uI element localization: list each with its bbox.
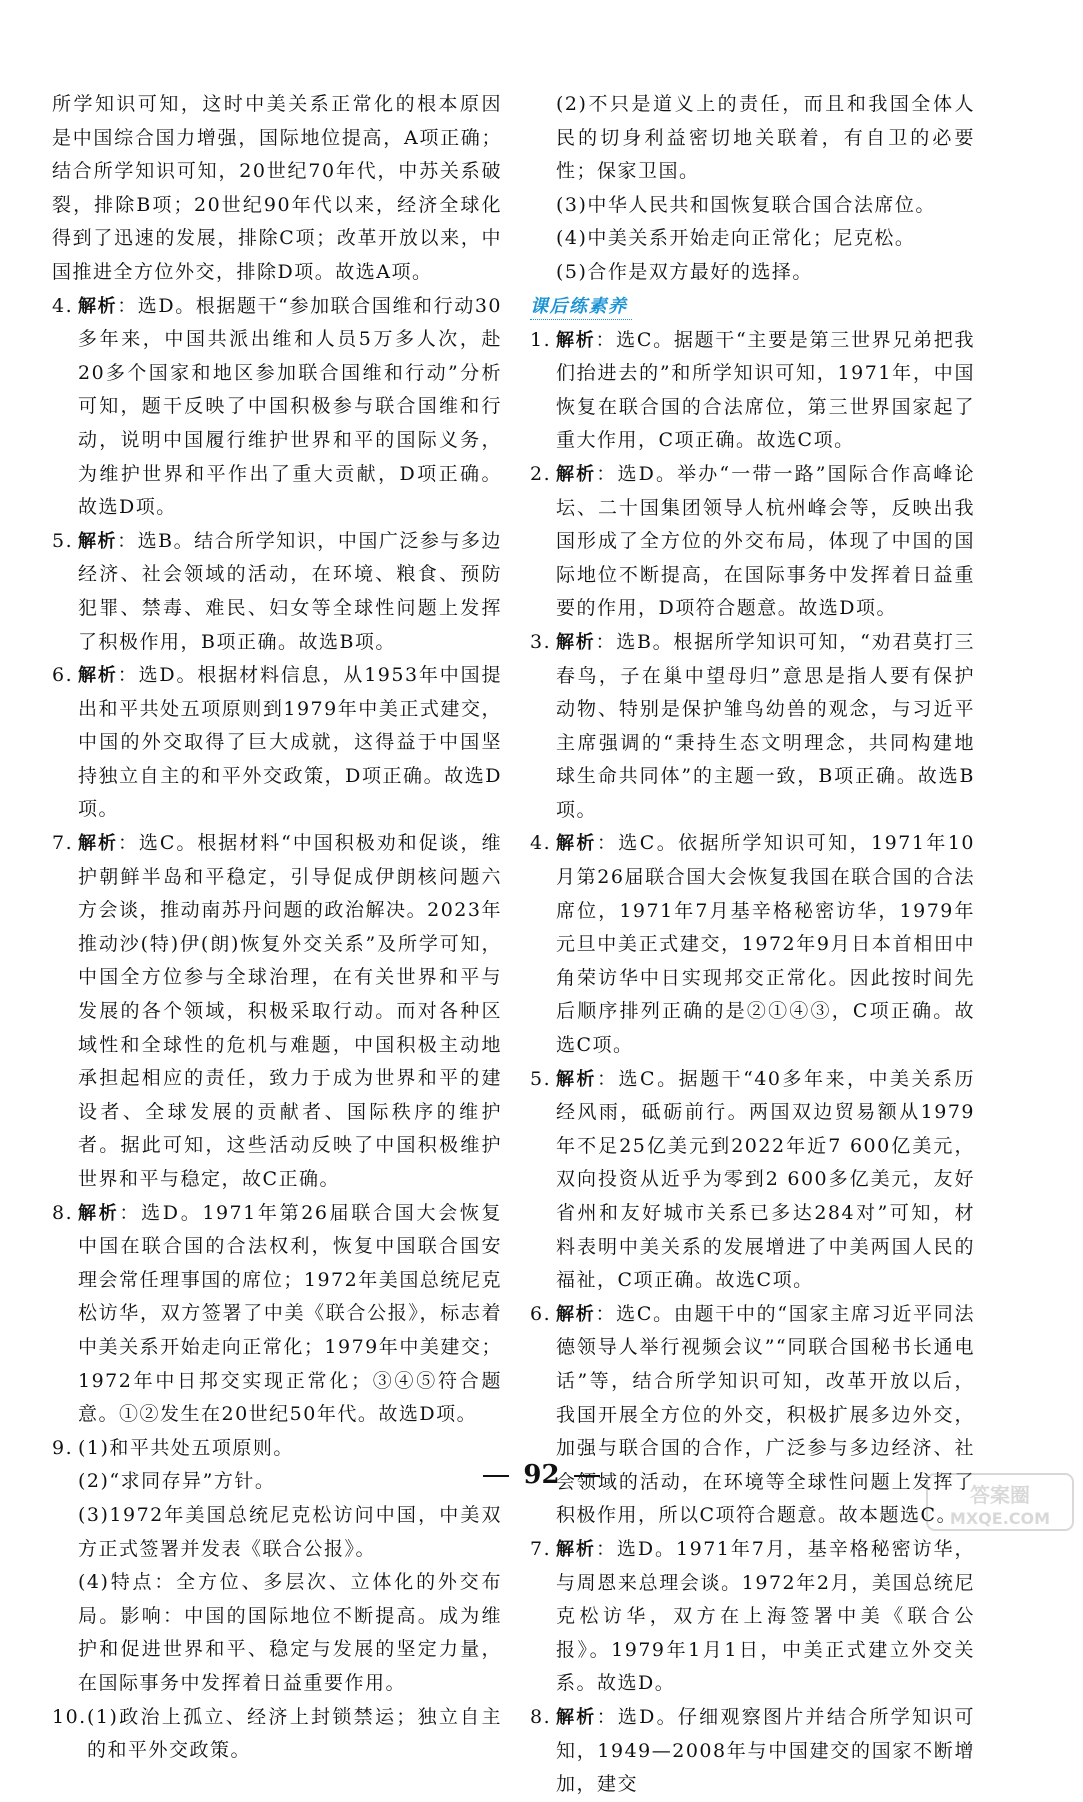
- sub-answer: (4)特点：全方位、多层次、立体化的外交布局。影响：中国的国际地位不断提高。成为维护和促进世界和平、稳定与发展的坚定力量，在国际事务中发挥着日益重要作用。: [78, 1571, 502, 1694]
- analysis-keyword: 解析: [556, 833, 597, 855]
- answer-text: ：选B。根据所学知识可知，“劝君莫打三春鸟，子在巢中望母归”意思是指人要有保护动物、特别是保护雏鸟幼兽的观念，与习近平主席强调的“秉持生态文明理念，共同构建地球生命共同体”的主题一致，B项正确。故选B项。: [556, 630, 975, 821]
- dash-right: [574, 1475, 600, 1477]
- practice-item-5: [530, 1063, 975, 1298]
- answer-text: ：选C。据题干“主要是第三世界兄弟把我们抬进去的”和所学知识可知，1971年，中国恢复在联合国的合法席位，第三世界国家起了重大作用，C项正确。故选C项。: [556, 328, 976, 452]
- practice-item-7: [530, 1533, 975, 1701]
- answer-text: ：选C。依据所学知识可知，1971年10月第26届联合国大会恢复我国在联合国的合法席位，1971年7月基辛格秘密访华，1979年元旦中美正式建交，1972年9月日本首相田中角荣访华中日实现邦交正常化。因此按时间先后顺序排列正确的是②①④③，C项正确。故选C项。: [556, 832, 975, 1057]
- answer-text: ：选D。根据材料信息，从1953年中国提出和平共处五项原则到1979年中美正式建交，中国的外交取得了巨大成就，这得益于中国坚持独立自主的和平外交政策，D项正确。故选D项。: [78, 664, 503, 821]
- answer-item-5: [52, 525, 502, 659]
- watermark-text: 答案圈: [970, 1483, 1030, 1507]
- analysis-keyword: 解析: [556, 1068, 598, 1090]
- item-number: 4.: [530, 832, 552, 855]
- answer-text: ：选D。1971年第26届联合国大会恢复中国在联合国的合法权利，恢复中国联合国安理会常任理事国的席位；1972年美国总统尼克松访华，双方签署了中美《联合公报》，标志着中美关系开始走向正常化；1979年中美建交；1972年中日邦交实现正常化；③④⑤符合题意。①②发生在20世纪50年代。故选D项。: [78, 1201, 503, 1426]
- watermark-logo: [925, 1472, 1075, 1532]
- analysis-keyword: 解析: [556, 1303, 596, 1325]
- analysis-keyword: 解析: [556, 631, 596, 653]
- answer-item-6: [52, 659, 502, 827]
- item-number: 5.: [530, 1067, 552, 1090]
- analysis-keyword: 解析: [78, 1202, 120, 1224]
- analysis-keyword: 解析: [556, 1706, 597, 1728]
- answer-item-4: [52, 290, 502, 525]
- analysis-keyword: 解析: [78, 530, 118, 552]
- sub-answer: (5)合作是双方最好的选择。: [556, 260, 813, 283]
- analysis-keyword: 解析: [78, 295, 118, 317]
- right-column: [530, 88, 975, 1802]
- sub-answer: (3)1972年美国总统尼克松访问中国，中美双方正式签署并发表《联合公报》。: [78, 1503, 502, 1560]
- analysis-keyword: 解析: [556, 463, 597, 485]
- answer-text: ：选D。根据题干“参加联合国维和行动30多年来，中国共派出维和人员5万多人次，赴20多个国家和地区参加联合国维和行动”分析可知，题干反映了中国积极参与联合国维和行动，说明中国履行维护世界和平的国际义务，为维护世界和平作出了重大贡献，D项正确。故选D项。: [78, 294, 502, 519]
- answer-item-8: [52, 1197, 502, 1432]
- item-number: 8.: [530, 1705, 552, 1728]
- sub-answer: (3)中华人民共和国恢复联合国合法席位。: [556, 193, 936, 216]
- answer-text: ：选D。举办“一带一路”国际合作高峰论坛、二十国集团领导人杭州峰会等，反映出我国形成了全方位的外交布局，体现了中国的国际地位不断提高，在国际事务中发挥着日益重要的作用，D项符合题意。故选D项。: [556, 462, 976, 620]
- page-number: [0, 1460, 1083, 1490]
- sub-answer: (1)政治上孤立、经济上封锁禁运；独立自主的和平外交政策。: [87, 1705, 502, 1762]
- analysis-keyword: 解析: [78, 833, 118, 855]
- item-number: 3.: [530, 630, 552, 653]
- item-number: 7.: [530, 1537, 552, 1560]
- analysis-keyword: 解析: [556, 1538, 596, 1560]
- item-number: 1.: [530, 328, 552, 351]
- answer-item-10: [52, 1701, 502, 1768]
- item-number: 6.: [52, 664, 74, 687]
- practice-item-3: [530, 626, 975, 828]
- analysis-keyword: 解析: [78, 665, 118, 687]
- answer-text: ：选D。仔细观察图片并结合所学知识可知，1949—2008年与中国建交的国家不断增加，建交: [556, 1705, 975, 1796]
- practice-item-2: [530, 458, 975, 626]
- sub-answer: (4)中美关系开始走向正常化；尼克松。: [556, 227, 916, 250]
- item-number: 7.: [52, 832, 74, 855]
- answer-text: ：选B。结合所学知识，中国广泛参与多边经济、社会领域的活动，在环境、粮食、预防犯罪、禁毒、难民、妇女等全球性问题上发挥了积极作用，B项正确。故选B项。: [78, 529, 503, 653]
- item-number: 4.: [52, 294, 74, 317]
- answer-text: ：选C。由题干中的“国家主席习近平同法德领导人举行视频会议”“同联合国秘书长通电话”等，结合所学知识可知，改革开放以后，我国开展全方位的外交，积极扩展多边外交，加强与联合国的合作，广泛参与多边经济、社会领域的活动，在环境等全球性问题上发挥了积极作用，所以C项符合题意。故本题选C。: [556, 1302, 976, 1527]
- sub-answer: (1)和平共处五项原则。: [78, 1436, 294, 1459]
- watermark-sub: MXQE.COM: [949, 1509, 1051, 1528]
- item-number: 9.: [52, 1436, 74, 1459]
- item-number: 5.: [52, 529, 74, 552]
- item-number: 8.: [52, 1201, 74, 1224]
- item-number: 6.: [530, 1302, 552, 1325]
- section-heading: 课后练素养: [530, 296, 632, 320]
- answer-text: ：选C。根据材料“中国积极劝和促谈，维护朝鲜半岛和平稳定，引导促成伊朗核问题六方会谈，推动南苏丹问题的政治解决。2023年推动沙(特)伊(朗)恢复外交关系”及所学可知，中国全方位参与全球治理，在有关世界和平与发展的各个领域，积极采取行动。而对各种区域性和全球性的危机与难题，中国积极主动地承担起相应的责任，致力于成为世界和平的建设者、全球发展的贡献者、国际秩序的维护者。据此可知，这些活动反映了中国积极维护世界和平与稳定，故C正确。: [78, 832, 503, 1190]
- continued-answer-text: 所学知识可知，这时中美关系正常化的根本原因是中国综合国力增强，国际地位提高，A项正确；结合所学知识可知，20世纪70年代，中苏关系破裂，排除B项；20世纪90年代以来，经济全球化得到了迅速的发展，排除C项；改革开放以来，中国推进全方位外交，排除D项。故选A项。: [52, 93, 502, 283]
- left-column: [52, 88, 502, 1768]
- sub-answer: (2)不只是道义上的责任，而且和我国全体人民的切身利益密切地关联着，有自卫的必要性；保家卫国。: [556, 93, 975, 183]
- item-number: 10.: [52, 1705, 87, 1728]
- answer-text: ：选C。据题干“40多年来，中美关系历经风雨，砥砺前行。两国双边贸易额从1979年不足25亿美元到2022年近7 600亿美元，双向投资从近乎为零到2 600多亿美元，友好省州和友好城市关系已多达284对”可知，材料表明中美关系的发展增进了中美两国人民的福祉，C项正确。故选C项。: [556, 1067, 975, 1292]
- dash-left: [483, 1475, 509, 1477]
- page-number-text: 92: [523, 1460, 560, 1490]
- practice-item-4: [530, 827, 975, 1062]
- sub-answer: (2)“求同存异”方针。: [78, 1470, 276, 1493]
- answer-text: ：选D。1971年7月，基辛格秘密访华，与周恩来总理会谈。1972年2月，美国总统尼克松访华，双方在上海签署中美《联合公报》。1979年1月1日，中美正式建立外交关系。故选D。: [556, 1537, 976, 1695]
- practice-item-6: [530, 1298, 975, 1533]
- answer-item-7: [52, 827, 502, 1197]
- analysis-keyword: 解析: [556, 329, 596, 351]
- item-number: 2.: [530, 462, 552, 485]
- practice-item-8: [530, 1701, 975, 1802]
- practice-item-1: [530, 324, 975, 458]
